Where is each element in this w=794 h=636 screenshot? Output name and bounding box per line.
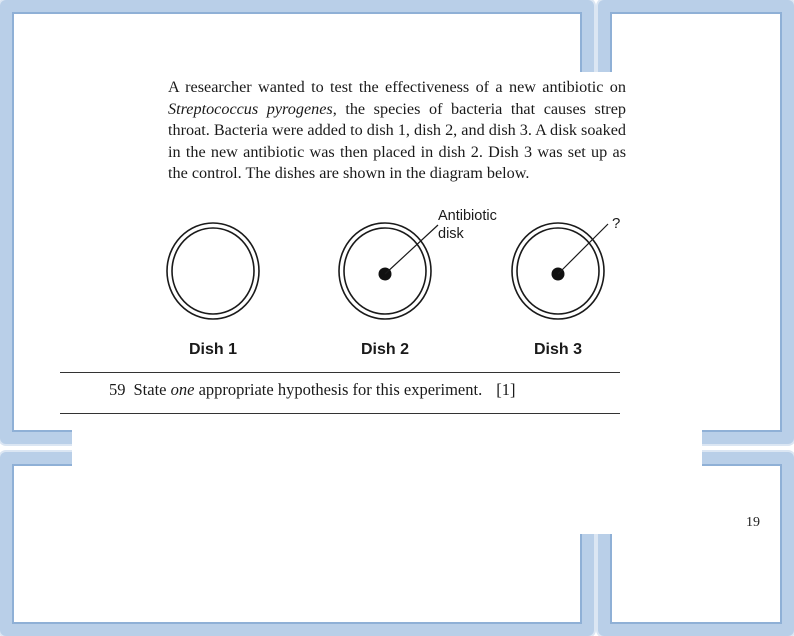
dish-2: [339, 223, 438, 319]
dish-1-label: Dish 1: [188, 341, 238, 358]
question-panel: [72, 72, 702, 534]
question-59: [109, 380, 515, 400]
dish-3-label: Dish 3: [533, 341, 583, 358]
dish-3: [512, 223, 608, 319]
answer-line-2[interactable]: [60, 413, 620, 414]
antibiotic-label-line1: Antibiotic: [438, 208, 497, 224]
question-text-part1: A researcher wanted to test the effectiveness of a new antibiotic on: [168, 78, 626, 96]
question-59-emphasis: one: [170, 380, 195, 399]
species-name: Streptococcus pyrogenes: [168, 99, 333, 118]
answer-line-1[interactable]: [60, 372, 620, 373]
dish-2-label: Dish 2: [360, 341, 410, 358]
mark-allocation: [1]: [496, 380, 516, 399]
question-text-part2: , the species of bacteria that causes strep throat. Bacteria were added to dish 1, dish 2, and dish 3. A disk soaked in the new antibiotic was then placed in dish 2. Dish 3 was set up as the control. The dishes are shown in the diagram below.: [168, 99, 626, 183]
petri-dish-diagram: [72, 72, 702, 372]
question-59-text-after: appropriate hypothesis for this experiment.: [194, 380, 483, 399]
question-number: 59: [109, 380, 126, 399]
dish-1: [167, 223, 259, 319]
question-59-text-before: State: [133, 380, 171, 399]
page-number: 19: [746, 515, 760, 530]
unknown-label: ?: [612, 215, 621, 232]
antibiotic-label-line2: disk: [438, 226, 464, 242]
